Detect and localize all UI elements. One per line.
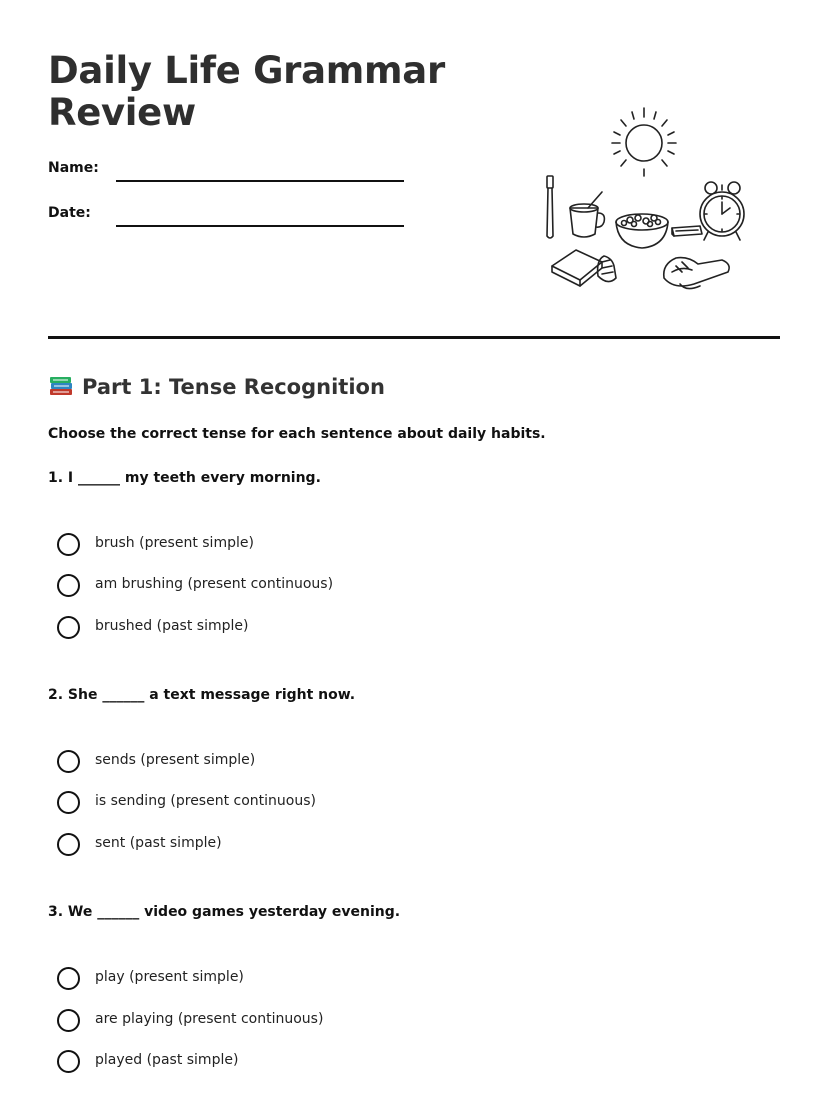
section-divider bbox=[48, 336, 780, 339]
sun-icon bbox=[612, 108, 676, 176]
question-2: 2. She ______ a text message right now. bbox=[48, 687, 356, 703]
date-write-line[interactable] bbox=[116, 225, 404, 227]
option-label: play (present simple) bbox=[95, 969, 244, 985]
name-label: Name: bbox=[48, 160, 99, 176]
notebook-icon bbox=[552, 250, 602, 286]
cereal-bowl-icon bbox=[616, 214, 668, 248]
name-field bbox=[48, 160, 408, 190]
radio-button[interactable] bbox=[57, 533, 80, 556]
question-1: 1. I ______ my teeth every morning. bbox=[48, 470, 321, 486]
sneakers-icon bbox=[598, 256, 730, 289]
radio-button[interactable] bbox=[57, 750, 80, 773]
daily-routine-illustration bbox=[536, 100, 756, 300]
worksheet-title: Daily Life Grammar Review bbox=[48, 49, 445, 134]
radio-button[interactable] bbox=[57, 967, 80, 990]
books-icon bbox=[48, 374, 74, 398]
option-label: are playing (present continuous) bbox=[95, 1011, 324, 1027]
part1-instructions: Choose the correct tense for each sentence about daily habits. bbox=[48, 426, 546, 442]
date-label: Date: bbox=[48, 205, 91, 221]
option-label: brushed (past simple) bbox=[95, 618, 249, 634]
radio-button[interactable] bbox=[57, 833, 80, 856]
part1-heading-text: Part 1: Tense Recognition bbox=[82, 375, 385, 399]
option-label: sends (present simple) bbox=[95, 752, 256, 768]
option-label: sent (past simple) bbox=[95, 835, 222, 851]
toothbrush-icon bbox=[547, 176, 553, 238]
option-label: is sending (present continuous) bbox=[95, 793, 316, 809]
cup-icon bbox=[570, 192, 604, 237]
book-icon bbox=[672, 226, 702, 236]
radio-button[interactable] bbox=[57, 791, 80, 814]
radio-button[interactable] bbox=[57, 1050, 80, 1073]
date-field bbox=[48, 205, 408, 235]
radio-button[interactable] bbox=[57, 574, 80, 597]
radio-button[interactable] bbox=[57, 616, 80, 639]
option-label: am brushing (present continuous) bbox=[95, 576, 334, 592]
name-write-line[interactable] bbox=[116, 180, 404, 182]
option-label: played (past simple) bbox=[95, 1052, 239, 1068]
question-3: 3. We ______ video games yesterday evening. bbox=[48, 904, 401, 920]
option-label: brush (present simple) bbox=[95, 535, 254, 551]
alarm-clock-icon bbox=[700, 182, 744, 240]
radio-button[interactable] bbox=[57, 1009, 80, 1032]
part1-heading bbox=[48, 374, 385, 399]
